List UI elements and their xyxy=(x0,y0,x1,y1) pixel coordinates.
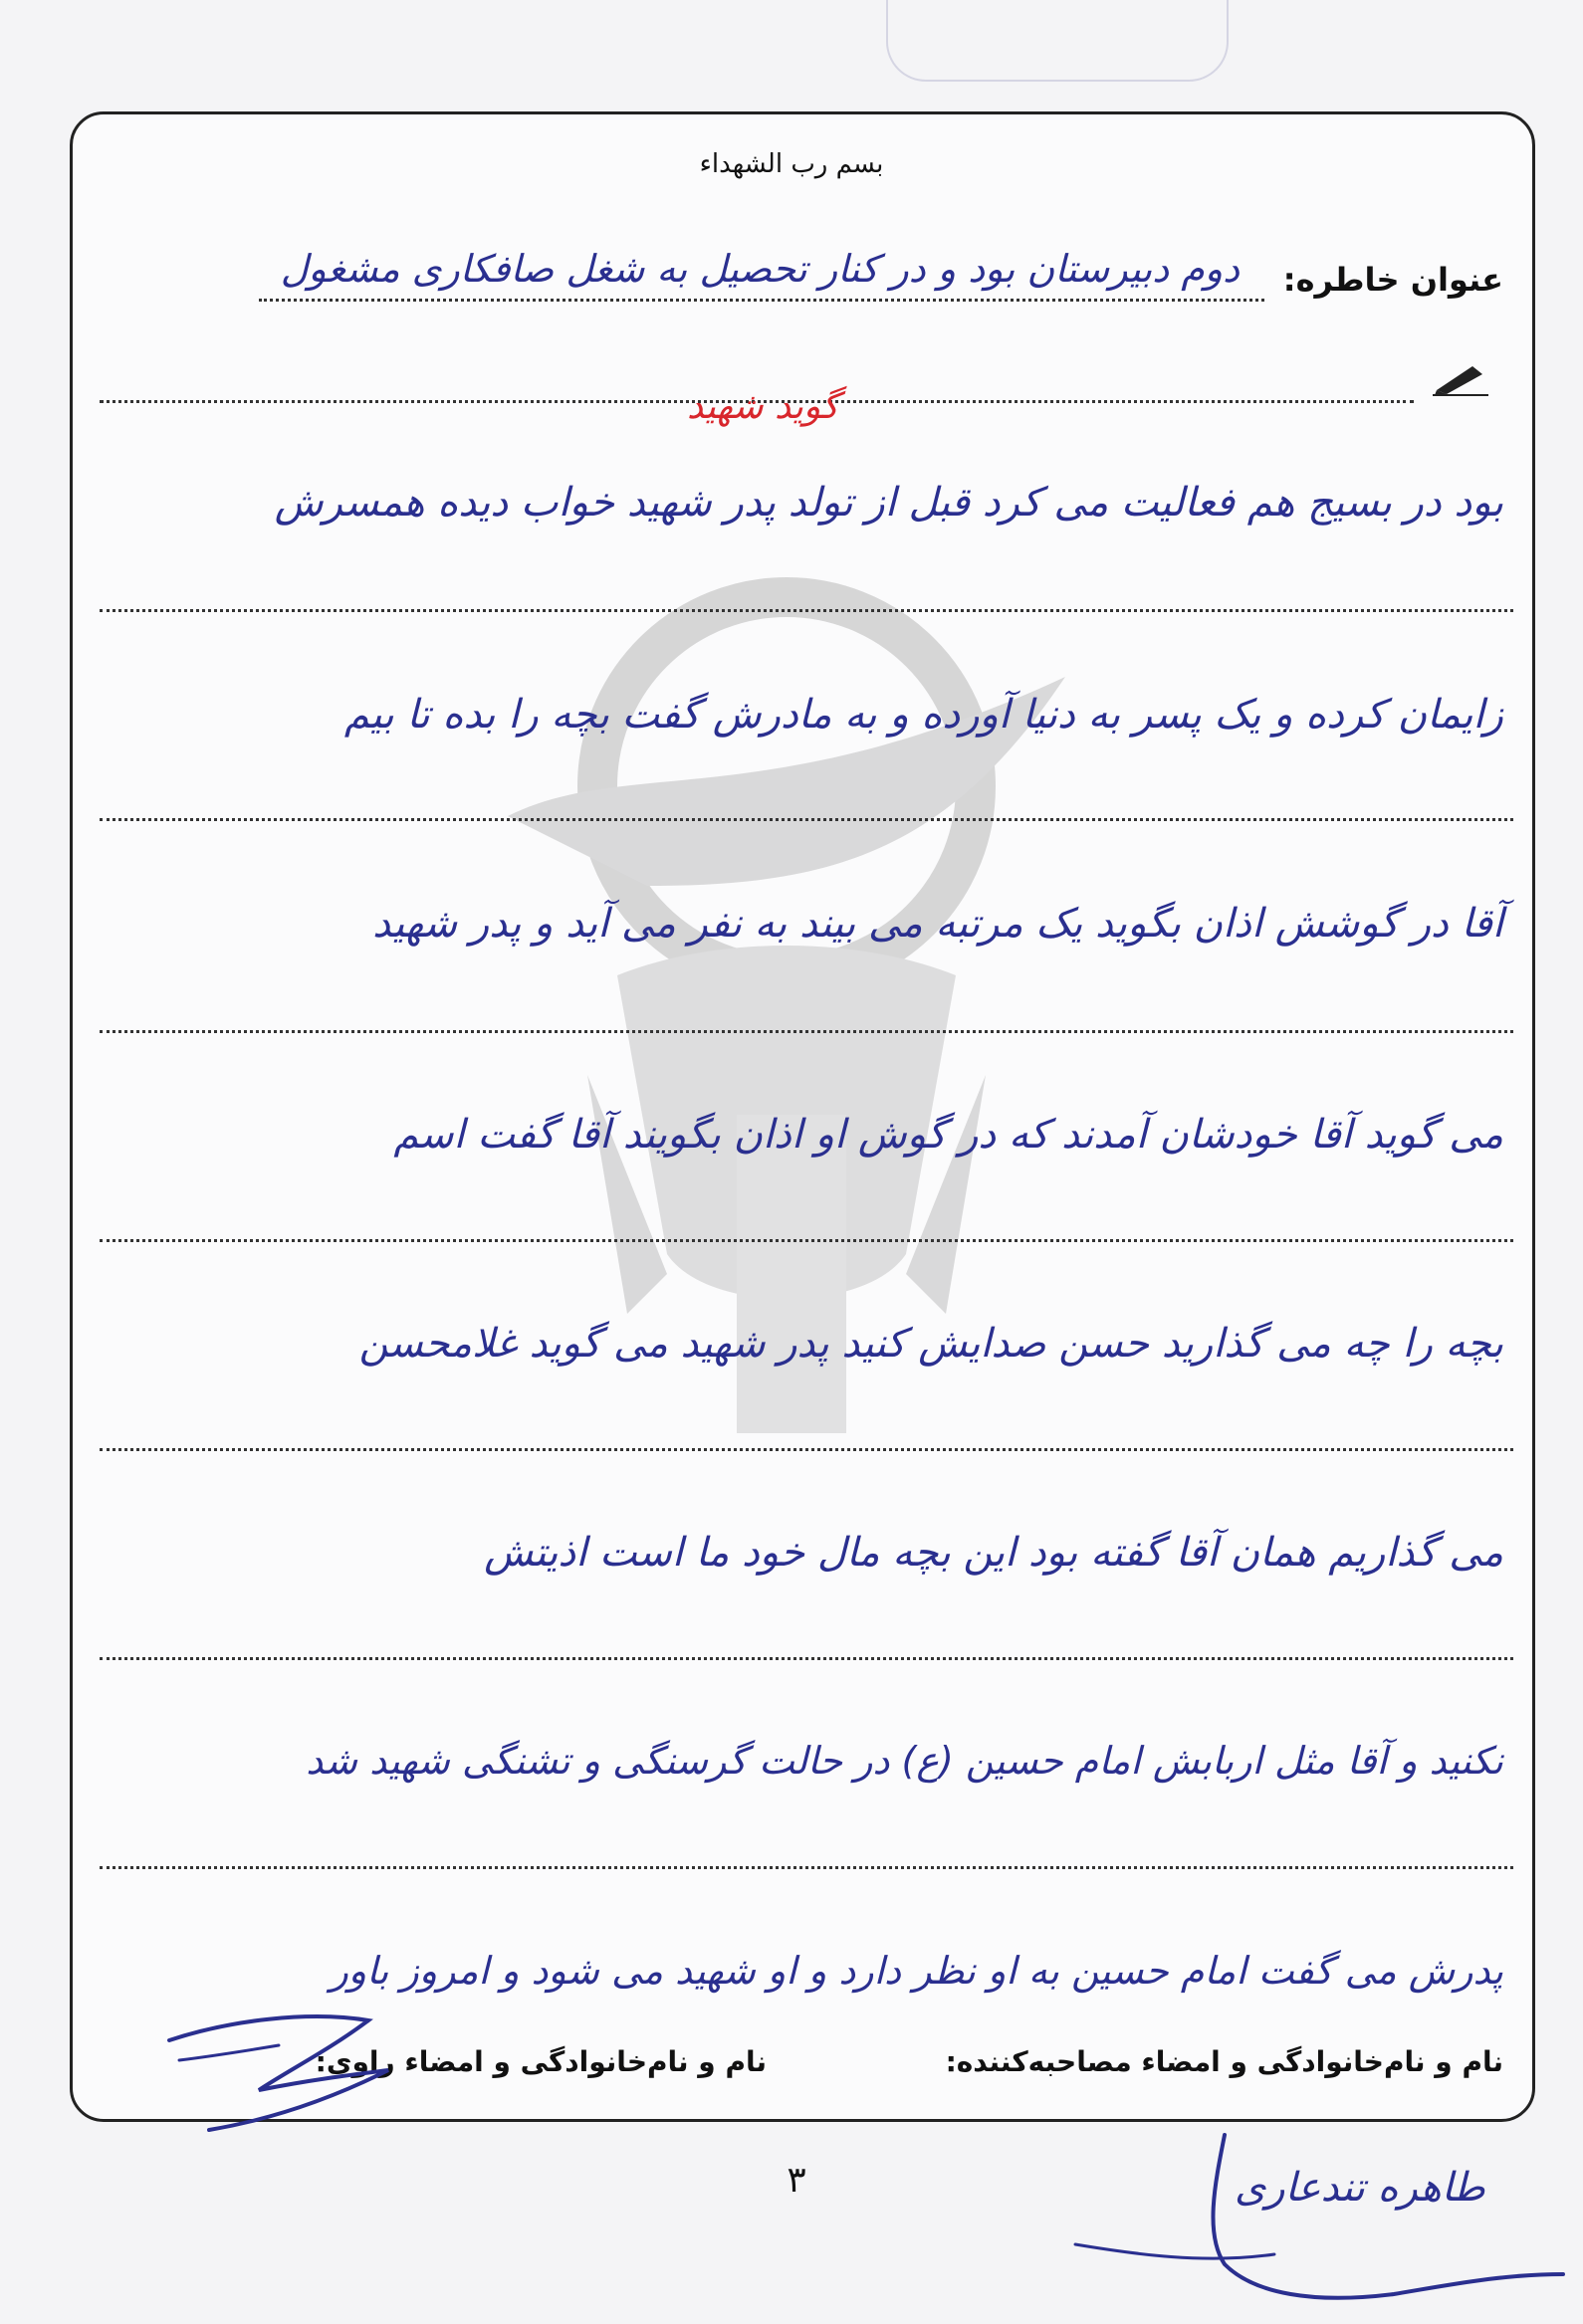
pen-icon xyxy=(1433,360,1488,396)
memory-title-label: عنوان خاطره: xyxy=(1282,261,1503,299)
interviewer-signature-name: طاهره تندعاری xyxy=(1235,2165,1485,2211)
ruled-line-8 xyxy=(100,1657,1513,1660)
ruled-line-3 xyxy=(100,609,1513,612)
handwritten-line-2: بود در بسیج هم فعالیت می کرد قبل از تولد پدر شهید خواب دیده همسرش xyxy=(274,480,1503,526)
handwritten-line-5: می گوید آقا خودشان آمدند که در گوش او اذان بگویند آقا گفت اسم xyxy=(393,1112,1503,1158)
ruled-line-5 xyxy=(100,1030,1513,1033)
page-header-title: بسم رب الشهداء xyxy=(699,149,884,179)
narrator-label: نام و نام‌خانوادگی و امضاء راوی: xyxy=(315,2045,767,2078)
narrator-signature xyxy=(149,2001,408,2140)
top-stamp-outline xyxy=(886,0,1229,82)
handwritten-line-1: دوم دبیرستان بود و در کنار تحصیل به شغل صافکاری مشغول xyxy=(280,247,1240,291)
ruled-line-6 xyxy=(100,1239,1513,1242)
handwritten-line-3: زایمان کرده و یک پسر به دنیا آورده و به مادرش گفت بچه را بده تا بیم xyxy=(343,692,1503,738)
page-number: ۳ xyxy=(787,2160,806,2201)
interviewer-label: نام و نام‌خانوادگی و امضاء مصاحبه‌کننده: xyxy=(945,2045,1503,2078)
handwritten-line-4: آقا در گوشش اذان بگوید یک مرتبه می بیند به نفر می آید و پدر شهید xyxy=(372,901,1503,947)
ruled-line-9 xyxy=(100,1866,1513,1869)
red-correction-note: گوید شهید xyxy=(687,386,839,427)
ruled-line-4 xyxy=(100,818,1513,821)
ruled-line-1 xyxy=(259,299,1264,302)
ruled-line-7 xyxy=(100,1448,1513,1451)
interviewer-signature-stroke xyxy=(1055,2125,1573,2319)
handwritten-line-8: نکنید و آقا مثل اربابش امام حسین (ع) در حالت گرسنگی و تشنگی شهید شد xyxy=(306,1739,1503,1783)
handwritten-line-6: بچه را چه می گذارید حسن صدایش کنید پدر شهید می گوید غلامحسن xyxy=(358,1321,1503,1367)
handwritten-line-9: پدرش می گفت امام حسین به او نظر دارد و او شهید می شود و امروز باور xyxy=(330,1949,1503,1993)
handwritten-line-7: می گذاریم همان آقا گفته بود این بچه مال خود ما است اذیتش xyxy=(484,1530,1503,1576)
